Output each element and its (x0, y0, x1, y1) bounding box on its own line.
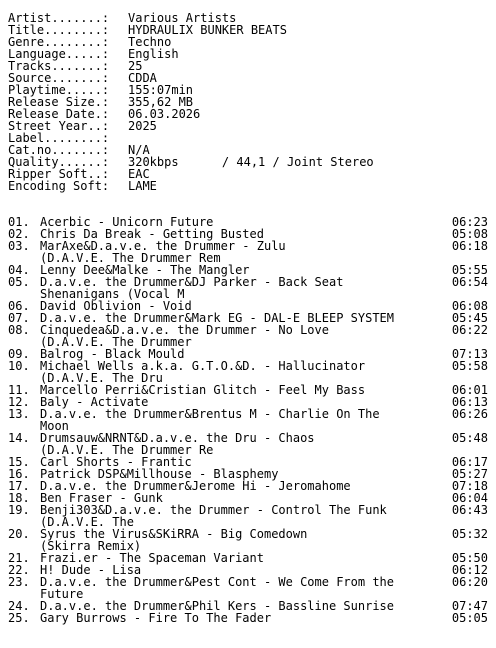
track-number: 03. (8, 239, 30, 253)
track-title: D.a.v.e. the Drummer&Jerome Hi - Jeromahome (40, 479, 351, 493)
track-title: Moon (40, 419, 69, 433)
track-number: 13. (8, 407, 30, 421)
track-number: 09. (8, 347, 30, 361)
info-label: Encoding Soft: (8, 179, 110, 193)
info-label: Ripper Soft..: (8, 167, 110, 181)
info-value: EAC (128, 167, 150, 181)
track-item (8, 612, 488, 624)
info-label: Source.......: (8, 71, 110, 85)
info-value: N/A (128, 143, 150, 157)
info-value: CDDA (128, 71, 157, 85)
track-title: H! Dude - Lisa (40, 563, 142, 577)
track-row (8, 408, 488, 420)
track-item (8, 324, 488, 348)
info-label: Artist.......: (8, 11, 110, 25)
release-info (8, 12, 488, 192)
track-title: Shenanigans (Vocal M (40, 287, 185, 301)
info-label: Street Year..: (8, 119, 110, 133)
track-number: 11. (8, 383, 30, 397)
info-value: 320kbps / 44,1 / Joint Stereo (128, 155, 374, 169)
info-label: Language.....: (8, 47, 110, 61)
track-title: MarAxe&D.a.v.e. the Drummer - Zulu (40, 239, 286, 253)
track-title: Balrog - Black Mould (40, 347, 185, 361)
track-number: 01. (8, 215, 30, 229)
track-title: Acerbic - Unicorn Future (40, 215, 214, 229)
nfo-document (8, 12, 488, 624)
track-duration: 06:17 (451, 455, 488, 469)
tracklist (8, 216, 488, 624)
track-duration: 05:58 (451, 359, 488, 373)
info-value: Techno (128, 35, 172, 49)
info-label: Title........: (8, 23, 110, 37)
track-duration: 06:20 (451, 575, 488, 589)
track-duration: 05:27 (451, 467, 488, 481)
track-number: 06. (8, 299, 30, 313)
track-number: 17. (8, 479, 30, 493)
info-value: 155:07min (128, 83, 194, 97)
track-duration: 07:13 (451, 347, 488, 361)
track-row (8, 612, 488, 624)
track-duration: 06:18 (451, 239, 488, 253)
track-number: 12. (8, 395, 30, 409)
section-gap (8, 192, 488, 216)
track-title: Drumsauw&NRNT&D.a.v.e. the Dru - Chaos (40, 431, 315, 445)
info-label: Release Size.: (8, 95, 110, 109)
track-item (8, 432, 488, 456)
track-title: (D.A.V.E. The Drummer (40, 335, 192, 349)
track-title: (D.A.V.E. The Drummer Rem (40, 251, 221, 265)
track-number: 18. (8, 491, 30, 505)
track-number: 07. (8, 311, 30, 325)
track-duration: 06:54 (451, 275, 488, 289)
track-duration: 05:50 (451, 551, 488, 565)
track-number: 08. (8, 323, 30, 337)
track-number: 16. (8, 467, 30, 481)
info-value: 355,62 MB (128, 95, 194, 109)
track-title: (D.A.V.E. The Dru (40, 371, 163, 385)
track-title: David Oblivion - Void (40, 299, 192, 313)
track-title: Marcello Perri&Cristian Glitch - Feel My Bass (40, 383, 366, 397)
track-number: 04. (8, 263, 30, 277)
track-title: (Skirra Remix) (40, 539, 142, 553)
info-label: Label........: (8, 131, 110, 145)
track-item (8, 504, 488, 528)
track-duration: 06:26 (451, 407, 488, 421)
track-title: Baly - Activate (40, 395, 149, 409)
track-title: Cinquedea&D.a.v.e. the Drummer - No Love (40, 323, 329, 337)
track-duration: 06:01 (451, 383, 488, 397)
track-title: Frazi.er - The Spaceman Variant (40, 551, 264, 565)
track-number: 05. (8, 275, 30, 289)
track-number: 23. (8, 575, 30, 589)
track-number: 25. (8, 611, 30, 625)
track-title: D.a.v.e. the Drummer&Brentus M - Charlie On The (40, 407, 380, 421)
track-duration: 06:04 (451, 491, 488, 505)
track-duration: 07:47 (451, 599, 488, 613)
track-duration: 05:55 (451, 263, 488, 277)
info-value: 2025 (128, 119, 157, 133)
track-item (8, 240, 488, 264)
track-title: Benji303&D.a.v.e. the Drummer - Control The Funk (40, 503, 387, 517)
track-duration: 06:43 (451, 503, 488, 517)
info-row (8, 180, 488, 192)
info-value: Various Artists (128, 11, 237, 25)
track-duration: 05:45 (451, 311, 488, 325)
track-number: 02. (8, 227, 30, 241)
info-value: HYDRAULIX BUNKER BEATS (128, 23, 287, 37)
track-number: 20. (8, 527, 30, 541)
track-duration: 06:23 (451, 215, 488, 229)
track-title: D.a.v.e. the Drummer&Pest Cont - We Come From the (40, 575, 395, 589)
track-title: Syrus the Virus&SKiRRA - Big Comedown (40, 527, 308, 541)
track-title: Chris Da Break - Getting Busted (40, 227, 264, 241)
track-number: 15. (8, 455, 30, 469)
info-label: Playtime.....: (8, 83, 110, 97)
info-value: LAME (128, 179, 157, 193)
info-value: 06.03.2026 (128, 107, 201, 121)
track-title: Ben Fraser - Gunk (40, 491, 163, 505)
info-label: Tracks.......: (8, 59, 110, 73)
track-title: Gary Burrows - Fire To The Fader (40, 611, 272, 625)
track-item (8, 576, 488, 600)
track-number: 22. (8, 563, 30, 577)
track-title: D.a.v.e. the Drummer&Phil Kers - Bassline Sunrise (40, 599, 395, 613)
track-number: 24. (8, 599, 30, 613)
track-duration: 06:08 (451, 299, 488, 313)
info-label: Genre........: (8, 35, 110, 49)
track-duration: 06:13 (451, 395, 488, 409)
info-label: Cat.no.......: (8, 143, 110, 157)
track-title: Patrick DSP&Millhouse - Blasphemy (40, 467, 279, 481)
track-number: 21. (8, 551, 30, 565)
track-item (8, 528, 488, 552)
info-value: English (128, 47, 179, 61)
track-number: 19. (8, 503, 30, 517)
info-label: Release Date.: (8, 107, 110, 121)
track-title: Carl Shorts - Frantic (40, 455, 192, 469)
track-duration: 05:32 (451, 527, 488, 541)
track-number: 14. (8, 431, 30, 445)
track-title: D.a.v.e. the Drummer&DJ Parker - Back Seat (40, 275, 344, 289)
track-number: 10. (8, 359, 30, 373)
info-label: Quality......: (8, 155, 110, 169)
track-duration: 06:22 (451, 323, 488, 337)
track-duration: 05:48 (451, 431, 488, 445)
track-item (8, 408, 488, 432)
track-item (8, 360, 488, 384)
info-value: 25 (128, 59, 143, 73)
track-title: (D.A.V.E. The (40, 515, 134, 529)
track-title: Future (40, 587, 84, 601)
track-title: Lenny Dee&Malke - The Mangler (40, 263, 250, 277)
track-title: Michael Wells a.k.a. G.T.O.&D. - Hallucinator (40, 359, 366, 373)
track-duration: 05:05 (451, 611, 488, 625)
track-duration: 06:12 (451, 563, 488, 577)
track-duration: 07:18 (451, 479, 488, 493)
track-duration: 05:08 (451, 227, 488, 241)
track-title: (D.A.V.E. The Drummer Re (40, 443, 214, 457)
track-item (8, 276, 488, 300)
track-title: D.a.v.e. the Drummer&Mark EG - DAL-E BLEEP SYSTEM (40, 311, 395, 325)
